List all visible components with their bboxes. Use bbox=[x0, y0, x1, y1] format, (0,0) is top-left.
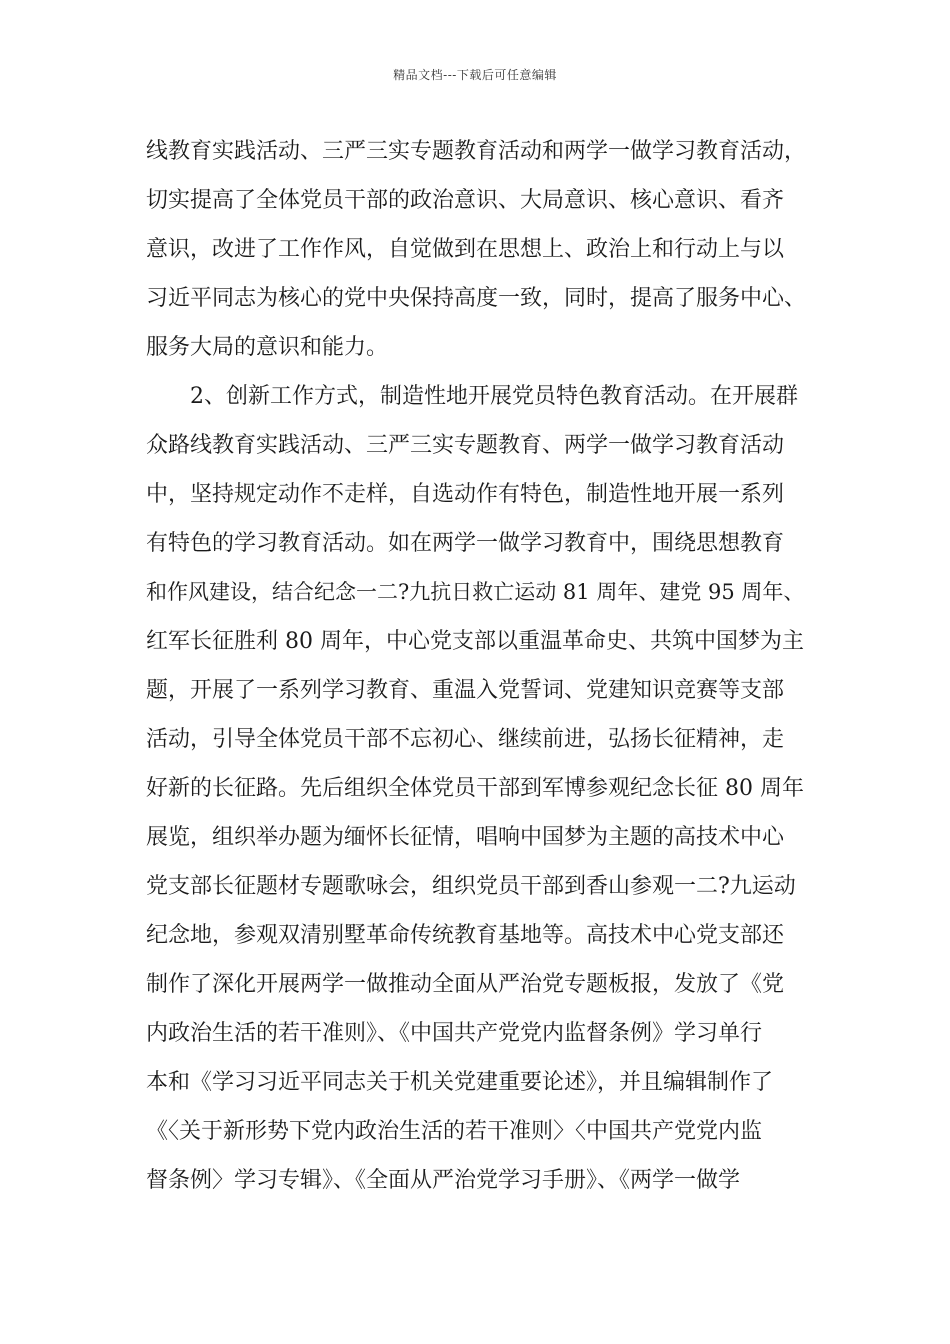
body-text bbox=[146, 127, 818, 1205]
text-line: 《〈关于新形势下党内政治生活的若干准则〉〈中国共产党党内监 bbox=[146, 1119, 763, 1144]
text-line: 意识，改进了工作作风，自觉做到在思想上、政治上和行动上与以 bbox=[146, 237, 785, 262]
text-line: 有特色的学习教育活动。如在两学一做学习教育中，围绕思想教育 bbox=[146, 531, 785, 556]
text-line: 活动，引导全体党员干部不忘初心、继续前进，弘扬长征精神，走 bbox=[146, 727, 785, 752]
text-line: 习近平同志为核心的党中央保持高度一致，同时，提高了服务中心、 bbox=[146, 286, 807, 311]
text-line: 红军长征胜利 80 周年，中心党支部以重温革命史、共筑中国梦为主 bbox=[146, 629, 804, 654]
text-line: 党支部长征题材专题歌咏会，组织党员干部到香山参观一二?九运动 bbox=[146, 874, 796, 899]
text-line: 和作风建设，结合纪念一二?九抗日救亡运动 81 周年、建党 95 周年、 bbox=[146, 580, 805, 604]
text-line: 好新的长征路。先后组织全体党员干部到军博参观纪念长征 80 周年 bbox=[146, 776, 804, 801]
text-line: 服务大局的意识和能力。 bbox=[146, 335, 389, 360]
text-line: 展览，组织举办题为缅怀长征情，唱响中国梦为主题的高技术中心 bbox=[146, 825, 785, 850]
text-line: 题，开展了一系列学习教育、重温入党誓词、党建知识竞赛等支部 bbox=[146, 678, 785, 703]
paragraph-start-line: 2、创新工作方式，制造性地开展党员特色教育活动。在开展群 bbox=[190, 384, 798, 409]
text-line: 本和《学习习近平同志关于机关党建重要论述》，并且编辑制作了 bbox=[146, 1070, 774, 1095]
text-line: 众路线教育实践活动、三严三实专题教育、两学一做学习教育活动 bbox=[146, 433, 785, 458]
text-line: 切实提高了全体党员干部的政治意识、大局意识、核心意识、看齐 bbox=[146, 188, 785, 213]
text-line: 制作了深化开展两学一做推动全面从严治党专题板报，发放了《党 bbox=[146, 972, 785, 997]
text-line: 内政治生活的若干准则》、《中国共产党党内监督条例》学习单行 bbox=[146, 1021, 763, 1046]
text-line: 中，坚持规定动作不走样，自选动作有特色，制造性地开展一系列 bbox=[146, 482, 785, 507]
text-line: 线教育实践活动、三严三实专题教育活动和两学一做学习教育活动， bbox=[146, 139, 807, 164]
text-line: 督条例〉学习专辑》、《全面从严治党学习手册》、《两学一做学 bbox=[146, 1168, 741, 1193]
page-header: 精品文档---下载后可任意编辑 bbox=[393, 68, 557, 82]
text-line: 纪念地，参观双清别墅革命传统教育基地等。高技术中心党支部还 bbox=[146, 923, 785, 948]
